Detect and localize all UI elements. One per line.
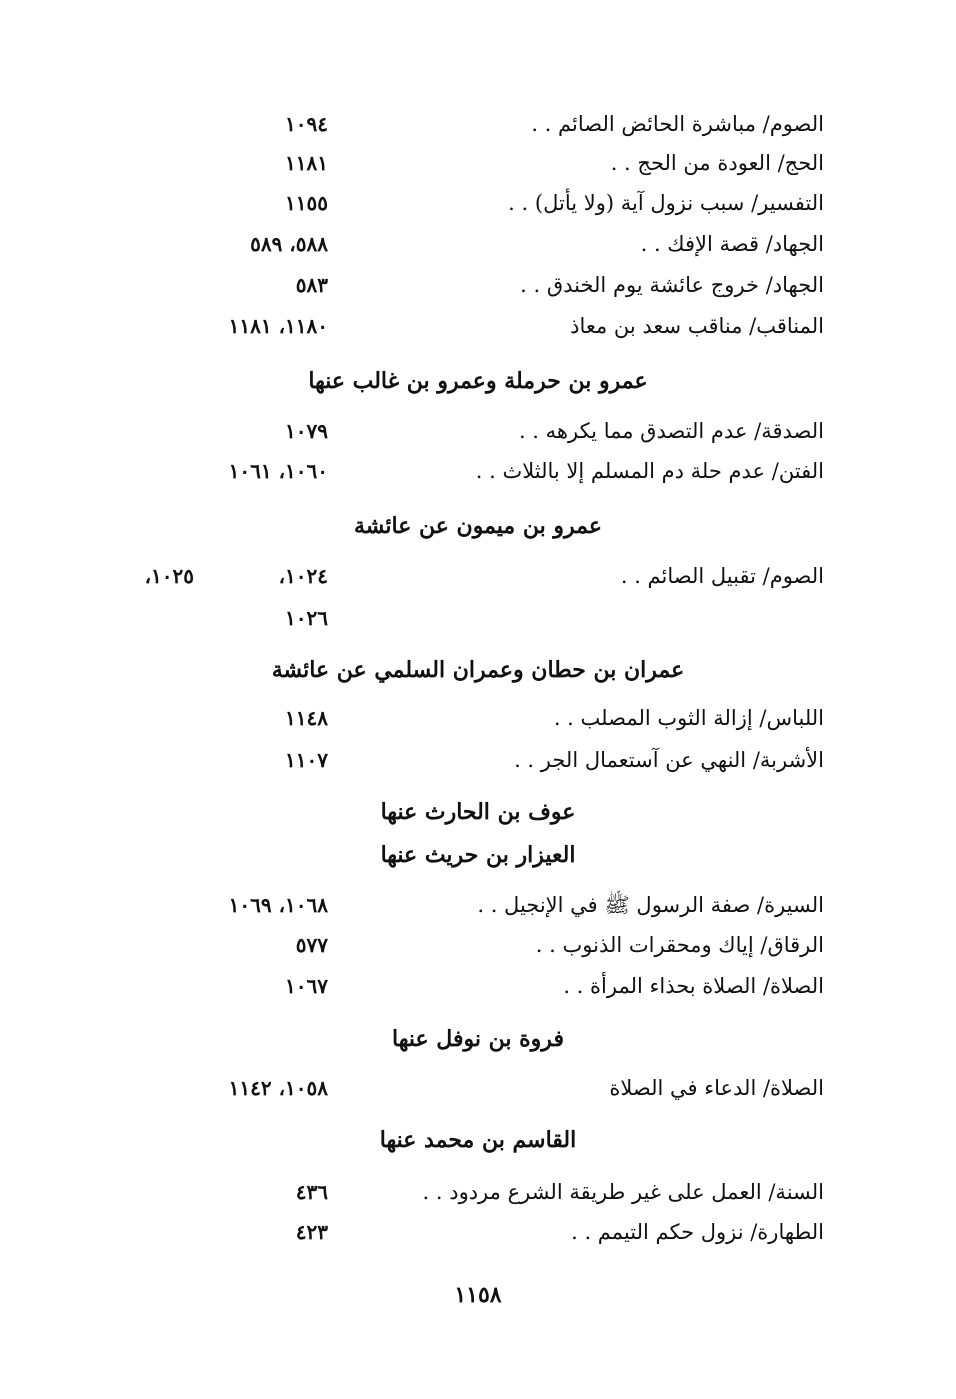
index-entry — [0, 306, 956, 346]
entry-refs: ٥٨٣ — [295, 273, 328, 297]
entry-refs: ١١٨١ — [285, 151, 328, 175]
entry-topic: الصلاة/ الصلاة بحذاء المرأة . . — [563, 974, 824, 998]
entry-refs: ١٠٦٧ — [285, 974, 328, 998]
entry-refs: ١٠٦٨، ١٠٦٩ — [228, 893, 328, 917]
entry-topic: الصوم/ تقبيل الصائم . . — [620, 564, 824, 588]
entry-refs: ١١٥٥ — [285, 191, 328, 215]
entry-topic: الجهاد/ قصة الإفك . . — [640, 232, 824, 256]
section-heading: عمرو بن حرملة وعمرو بن غالب عنها — [308, 368, 648, 394]
index-entry — [0, 411, 956, 451]
index-entry — [0, 698, 956, 738]
entry-topic: اللباس/ إزالة الثوب المصلب . . — [553, 706, 824, 730]
entry-refs: ٥٧٧ — [295, 933, 328, 957]
index-entry — [0, 104, 956, 144]
section-heading: القاسم بن محمد عنها — [379, 1127, 577, 1153]
entry-refs: ١٠٢٦ — [285, 606, 328, 630]
index-entry — [0, 1172, 956, 1212]
index-entry — [0, 925, 956, 965]
entry-refs: ١٠٢٤، — [278, 564, 328, 588]
section-heading: عوف بن الحارث عنها — [380, 799, 576, 825]
entry-topic: السنة/ العمل على غير طريقة الشرع مردود . . — [422, 1180, 824, 1204]
entry-topic: الجهاد/ خروج عائشة يوم الخندق . . — [520, 273, 824, 297]
entry-topic: الصدقة/ عدم التصدق مما يكرهه . . — [518, 419, 824, 443]
section-heading: العيزار بن حريث عنها — [380, 842, 576, 868]
entry-refs: ٥٨٨، ٥٨٩ — [250, 232, 328, 256]
page-number: ١١٥٨ — [454, 1282, 502, 1308]
entry-refs: ١١٠٧ — [285, 748, 328, 772]
entry-refs: ١٠٥٨، ١١٤٢ — [228, 1076, 328, 1100]
entry-topic: الأشربة/ النهي عن آستعمال الجر . . — [514, 748, 824, 772]
entry-refs: ١١٤٨ — [285, 706, 328, 730]
entry-topic: الصوم/ مباشرة الحائض الصائم . . — [531, 112, 824, 136]
entry-refs: ١١٨٠، ١١٨١ — [228, 314, 328, 338]
index-entry — [0, 451, 956, 491]
index-entry — [0, 966, 956, 1006]
index-entry — [0, 1212, 956, 1252]
entry-refs: ١٠٩٤ — [285, 112, 328, 136]
entry-refs: ١٠٧٩ — [285, 419, 328, 443]
index-entry — [0, 224, 956, 264]
entry-refs: ٤٢٣ — [295, 1220, 328, 1244]
index-entry — [0, 740, 956, 780]
section-heading: فروة بن نوفل عنها — [392, 1026, 564, 1052]
section-heading: عمرو بن ميمون عن عائشة — [353, 513, 603, 539]
entry-refs: ١٠٦٠، ١٠٦١ — [228, 459, 328, 483]
index-entry — [0, 265, 956, 305]
entry-topic: المناقب/ مناقب سعد بن معاذ — [570, 314, 824, 338]
index-entry — [0, 556, 956, 596]
index-entry — [0, 885, 956, 925]
index-entry — [0, 1068, 956, 1108]
entry-refs-continuation: ١٠٢٥، — [144, 564, 194, 588]
entry-topic: الصلاة/ الدعاء في الصلاة — [609, 1076, 824, 1100]
entry-topic: الرقاق/ إياك ومحقرات الذنوب . . — [535, 933, 824, 957]
entry-topic: الفتن/ عدم حلة دم المسلم إلا بالثلاث . . — [475, 459, 824, 483]
entry-topic: الحج/ العودة من الحج . . — [610, 151, 824, 175]
index-entry — [0, 183, 956, 223]
section-heading: عمران بن حطان وعمران السلمي عن عائشة — [271, 657, 685, 683]
index-entry — [0, 143, 956, 183]
entry-topic: التفسير/ سبب نزول آية (ولا يأتل) . . — [508, 191, 824, 215]
entry-topic: السيرة/ صفة الرسول ﷺ في الإنجيل . . — [477, 893, 824, 917]
entry-topic: الطهارة/ نزول حكم التيمم . . — [571, 1220, 824, 1244]
index-entry — [0, 598, 956, 638]
entry-refs: ٤٣٦ — [295, 1180, 328, 1204]
